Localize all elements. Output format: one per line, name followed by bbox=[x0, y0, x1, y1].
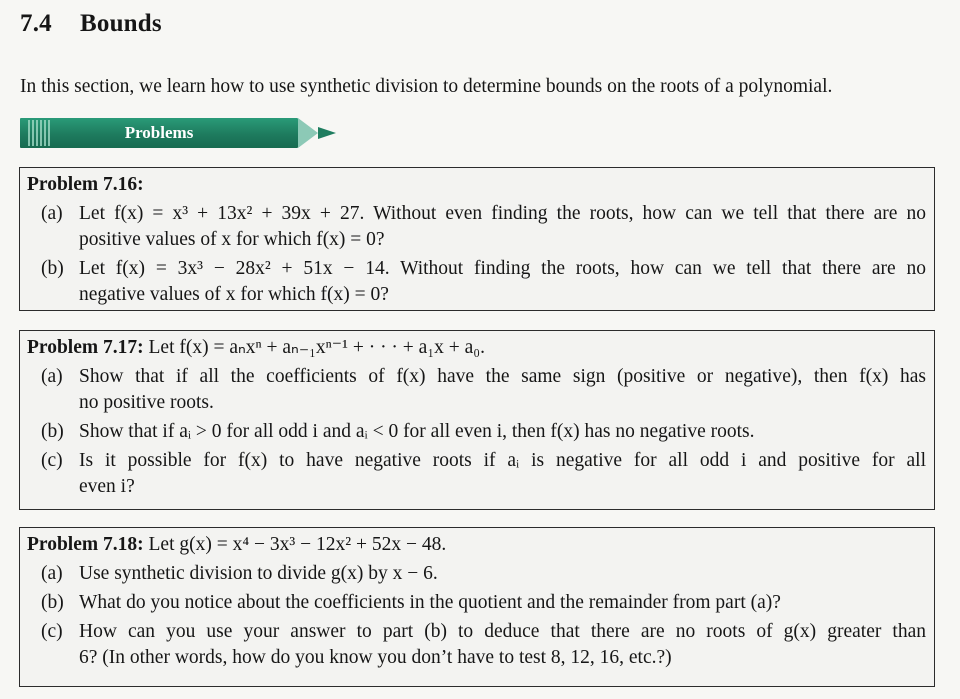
part-letter: (c) bbox=[41, 450, 63, 471]
part-text-line: even i? bbox=[79, 476, 135, 497]
part-text-line: Let f(x) = x³ + 13x² + 39x + 27. Without even finding the roots, how can we tell that there are no bbox=[79, 203, 926, 224]
part-letter: (b) bbox=[41, 258, 64, 279]
banner-label: Problems bbox=[124, 123, 194, 142]
part-text-line: What do you notice about the coefficients in the quotient and the remainder from part (a)? bbox=[79, 592, 781, 613]
part-letter: (b) bbox=[41, 421, 64, 442]
part-text-line: How can you use your answer to part (b) to deduce that there are no roots of g(x) greater than bbox=[79, 621, 926, 642]
section-title: Bounds bbox=[80, 10, 162, 37]
problem-part bbox=[27, 201, 926, 253]
problem-7-17-box bbox=[19, 330, 935, 510]
part-text-line: positive values of x for which f(x) = 0? bbox=[79, 229, 385, 250]
part-letter: (a) bbox=[41, 203, 63, 224]
intro-paragraph: In this section, we learn how to use synthetic division to determine bounds on the roots of a polynomial. bbox=[20, 76, 833, 97]
problem-part bbox=[27, 448, 926, 500]
problem-label: Problem 7.16: bbox=[27, 174, 144, 195]
problem-label: Problem 7.18: bbox=[27, 534, 144, 555]
part-text-line: negative values of x for which f(x) = 0? bbox=[79, 284, 389, 305]
problem-part bbox=[27, 419, 926, 445]
problem-7-16-box bbox=[19, 167, 935, 311]
part-letter: (a) bbox=[41, 366, 63, 387]
problem-header bbox=[27, 172, 926, 198]
problem-statement: Let g(x) = x⁴ − 3x³ − 12x² + 52x − 48. bbox=[148, 534, 447, 555]
part-text-line: Show that if all the coefficients of f(x) have the same sign (positive or negative), then f(x) has bbox=[79, 366, 926, 387]
problem-part bbox=[27, 364, 926, 416]
section-number: 7.4 bbox=[20, 10, 52, 37]
part-letter: (b) bbox=[41, 592, 64, 613]
part-text-line: Show that if aᵢ > 0 for all odd i and aᵢ < 0 for all even i, then f(x) has no negative roots. bbox=[79, 421, 755, 442]
part-text-line: Let f(x) = 3x³ − 28x² + 51x − 14. Without finding the roots, how can we tell that there are no bbox=[79, 258, 926, 279]
problem-part bbox=[27, 256, 926, 308]
problem-part bbox=[27, 561, 926, 587]
part-letter: (c) bbox=[41, 621, 63, 642]
part-text-line: no positive roots. bbox=[79, 392, 214, 413]
part-text-line: Is it possible for f(x) to have negative roots if aᵢ is negative for all odd i and positive for all bbox=[79, 450, 926, 471]
part-text-line: Use synthetic division to divide g(x) by x − 6. bbox=[79, 563, 438, 584]
problem-header bbox=[27, 532, 926, 558]
problem-part bbox=[27, 619, 926, 671]
problem-statement: Let f(x) = aₙxⁿ + aₙ₋₁xⁿ⁻¹ + · · · + a₁x + a₀. bbox=[148, 337, 485, 358]
section-heading bbox=[20, 10, 162, 38]
part-text-line: 6? (In other words, how do you know you don’t have to test 8, 12, 16, etc.?) bbox=[79, 647, 672, 668]
part-letter: (a) bbox=[41, 563, 63, 584]
problem-label: Problem 7.17: bbox=[27, 337, 144, 358]
banner-tail bbox=[298, 118, 318, 148]
problem-part bbox=[27, 590, 926, 616]
problems-banner bbox=[20, 118, 322, 148]
banner-arrow-icon bbox=[318, 127, 336, 139]
problem-header bbox=[27, 335, 926, 361]
problem-7-18-box bbox=[19, 527, 935, 687]
